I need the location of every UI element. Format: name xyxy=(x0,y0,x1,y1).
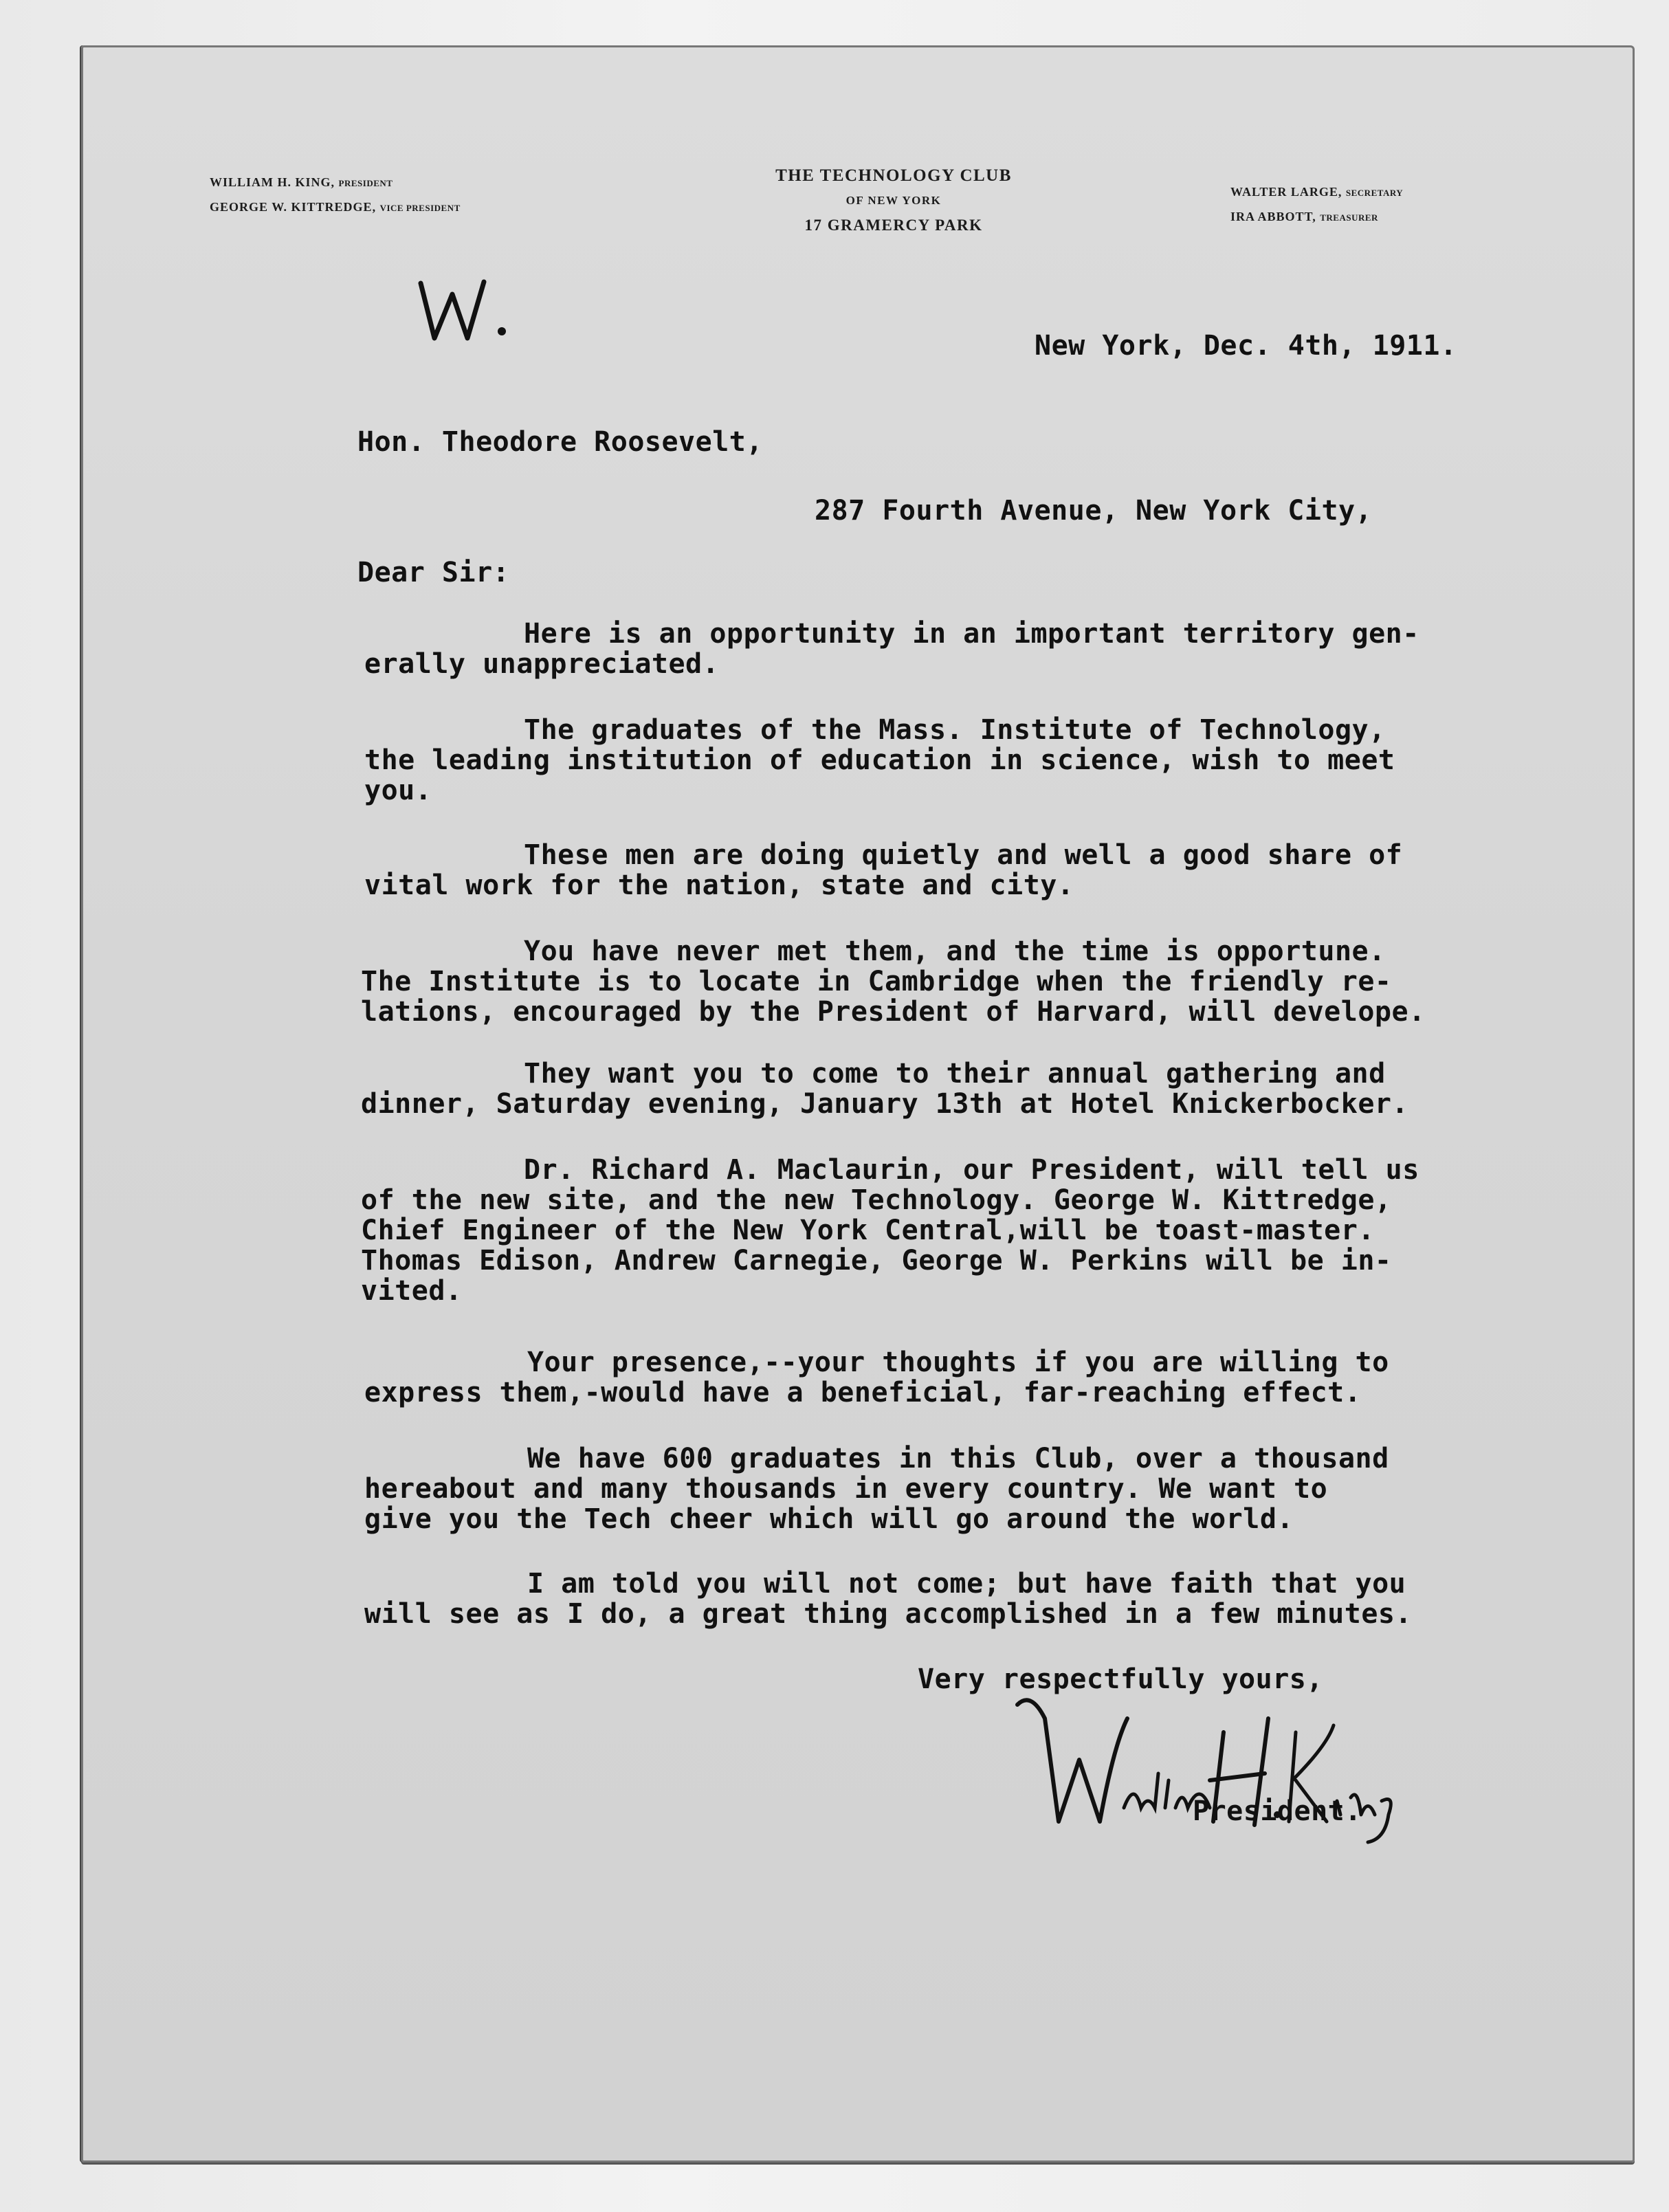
paragraph-line: vital work for the nation, state and city. xyxy=(364,870,1074,901)
paragraph-line: I am told you will not come; but have faith that you xyxy=(527,1568,1406,1600)
letterhead-officers-right xyxy=(1230,180,1403,230)
recipient-name: Hon. Theodore Roosevelt, xyxy=(357,426,763,458)
paragraph-line: Your presence,--your thoughts if you are willing to xyxy=(527,1347,1389,1378)
paragraph-line: you. xyxy=(364,775,432,806)
recipient-address: 287 Fourth Avenue, New York City, xyxy=(815,495,1373,527)
paragraph-line: vited. xyxy=(361,1275,463,1307)
officer-name: IRA ABBOTT, xyxy=(1230,210,1316,223)
paragraph-line: hereabout and many thousands in every country. We want to xyxy=(364,1473,1328,1505)
paragraph-line: The Institute is to locate in Cambridge when the friendly re- xyxy=(361,966,1392,997)
officer-name: GEORGE W. KITTREDGE, xyxy=(210,200,377,214)
body-paragraph xyxy=(364,1444,1389,1534)
paragraph-line: dinner, Saturday evening, January 13th at Hotel Knickerbocker. xyxy=(361,1088,1409,1120)
officer-vice-president xyxy=(210,195,461,220)
handwritten-signature xyxy=(1004,1677,1416,1856)
paragraph-line: They want you to come to their annual gathering and xyxy=(524,1058,1386,1090)
paragraph-line: lations, encouraged by the President of Harvard, will develope. xyxy=(361,996,1426,1028)
body-paragraph xyxy=(364,1347,1389,1408)
officer-name: WILLIAM H. KING, xyxy=(210,175,335,189)
paragraph-line: Dr. Richard A. Maclaurin, our President, will tell us xyxy=(524,1154,1419,1186)
letter-date: New York, Dec. 4th, 1911. xyxy=(1035,330,1457,362)
paragraph-line: These men are doing quietly and well a good share of xyxy=(524,839,1403,871)
salutation: Dear Sir: xyxy=(357,557,510,588)
paragraph-line: erally unappreciated. xyxy=(364,648,720,680)
body-paragraph xyxy=(361,936,1426,1027)
body-paragraph xyxy=(361,1155,1419,1306)
body-paragraph xyxy=(364,1569,1412,1629)
officer-secretary xyxy=(1230,180,1403,205)
handwritten-w-mark xyxy=(412,275,522,351)
paragraph-line: give you the Tech cheer which will go around the world. xyxy=(364,1503,1294,1535)
officer-name: WALTER LARGE, xyxy=(1230,185,1342,199)
body-paragraph xyxy=(364,840,1402,900)
officer-role: VICE PRESIDENT xyxy=(379,203,461,213)
body-paragraph xyxy=(364,619,1419,679)
signer-title: President. xyxy=(1193,1795,1362,1827)
officer-president xyxy=(210,170,461,195)
paragraph-line: We have 600 graduates in this Club, over a thousand xyxy=(527,1443,1389,1474)
officer-role: PRESIDENT xyxy=(338,178,393,188)
paragraph-line: Chief Engineer of the New York Central,will be toast-master. xyxy=(361,1215,1375,1246)
paragraph-line: of the new site, and the new Technology. George W. Kittredge, xyxy=(361,1184,1392,1216)
paragraph-line: You have never met them, and the time is opportune. xyxy=(524,936,1386,967)
letterhead-officers-left xyxy=(210,170,461,220)
club-city: OF NEW YORK xyxy=(845,194,942,207)
officer-role: SECRETARY xyxy=(1345,188,1404,198)
paragraph-line: Thomas Edison, Andrew Carnegie, George W. Perkins will be in- xyxy=(361,1245,1392,1276)
paragraph-line: express them,-would have a beneficial, far-reaching effect. xyxy=(364,1377,1362,1408)
paragraph-line: will see as I do, a great thing accomplished in a few minutes. xyxy=(364,1598,1413,1630)
club-name: THE TECHNOLOGY CLUB xyxy=(775,166,1012,185)
club-address: 17 GRAMERCY PARK xyxy=(804,217,983,234)
paragraph-line: Here is an opportunity in an important territory gen- xyxy=(524,618,1419,650)
paragraph-line: The graduates of the Mass. Institute of Technology, xyxy=(524,714,1386,746)
paragraph-line: the leading institution of education in science, wish to meet xyxy=(364,744,1395,776)
letterhead-club xyxy=(749,162,1038,239)
officer-role: TREASURER xyxy=(1320,212,1378,223)
closing: Very respectfully yours, xyxy=(918,1663,1323,1695)
body-paragraph xyxy=(364,715,1395,806)
officer-treasurer xyxy=(1230,205,1403,230)
body-paragraph xyxy=(361,1059,1408,1119)
